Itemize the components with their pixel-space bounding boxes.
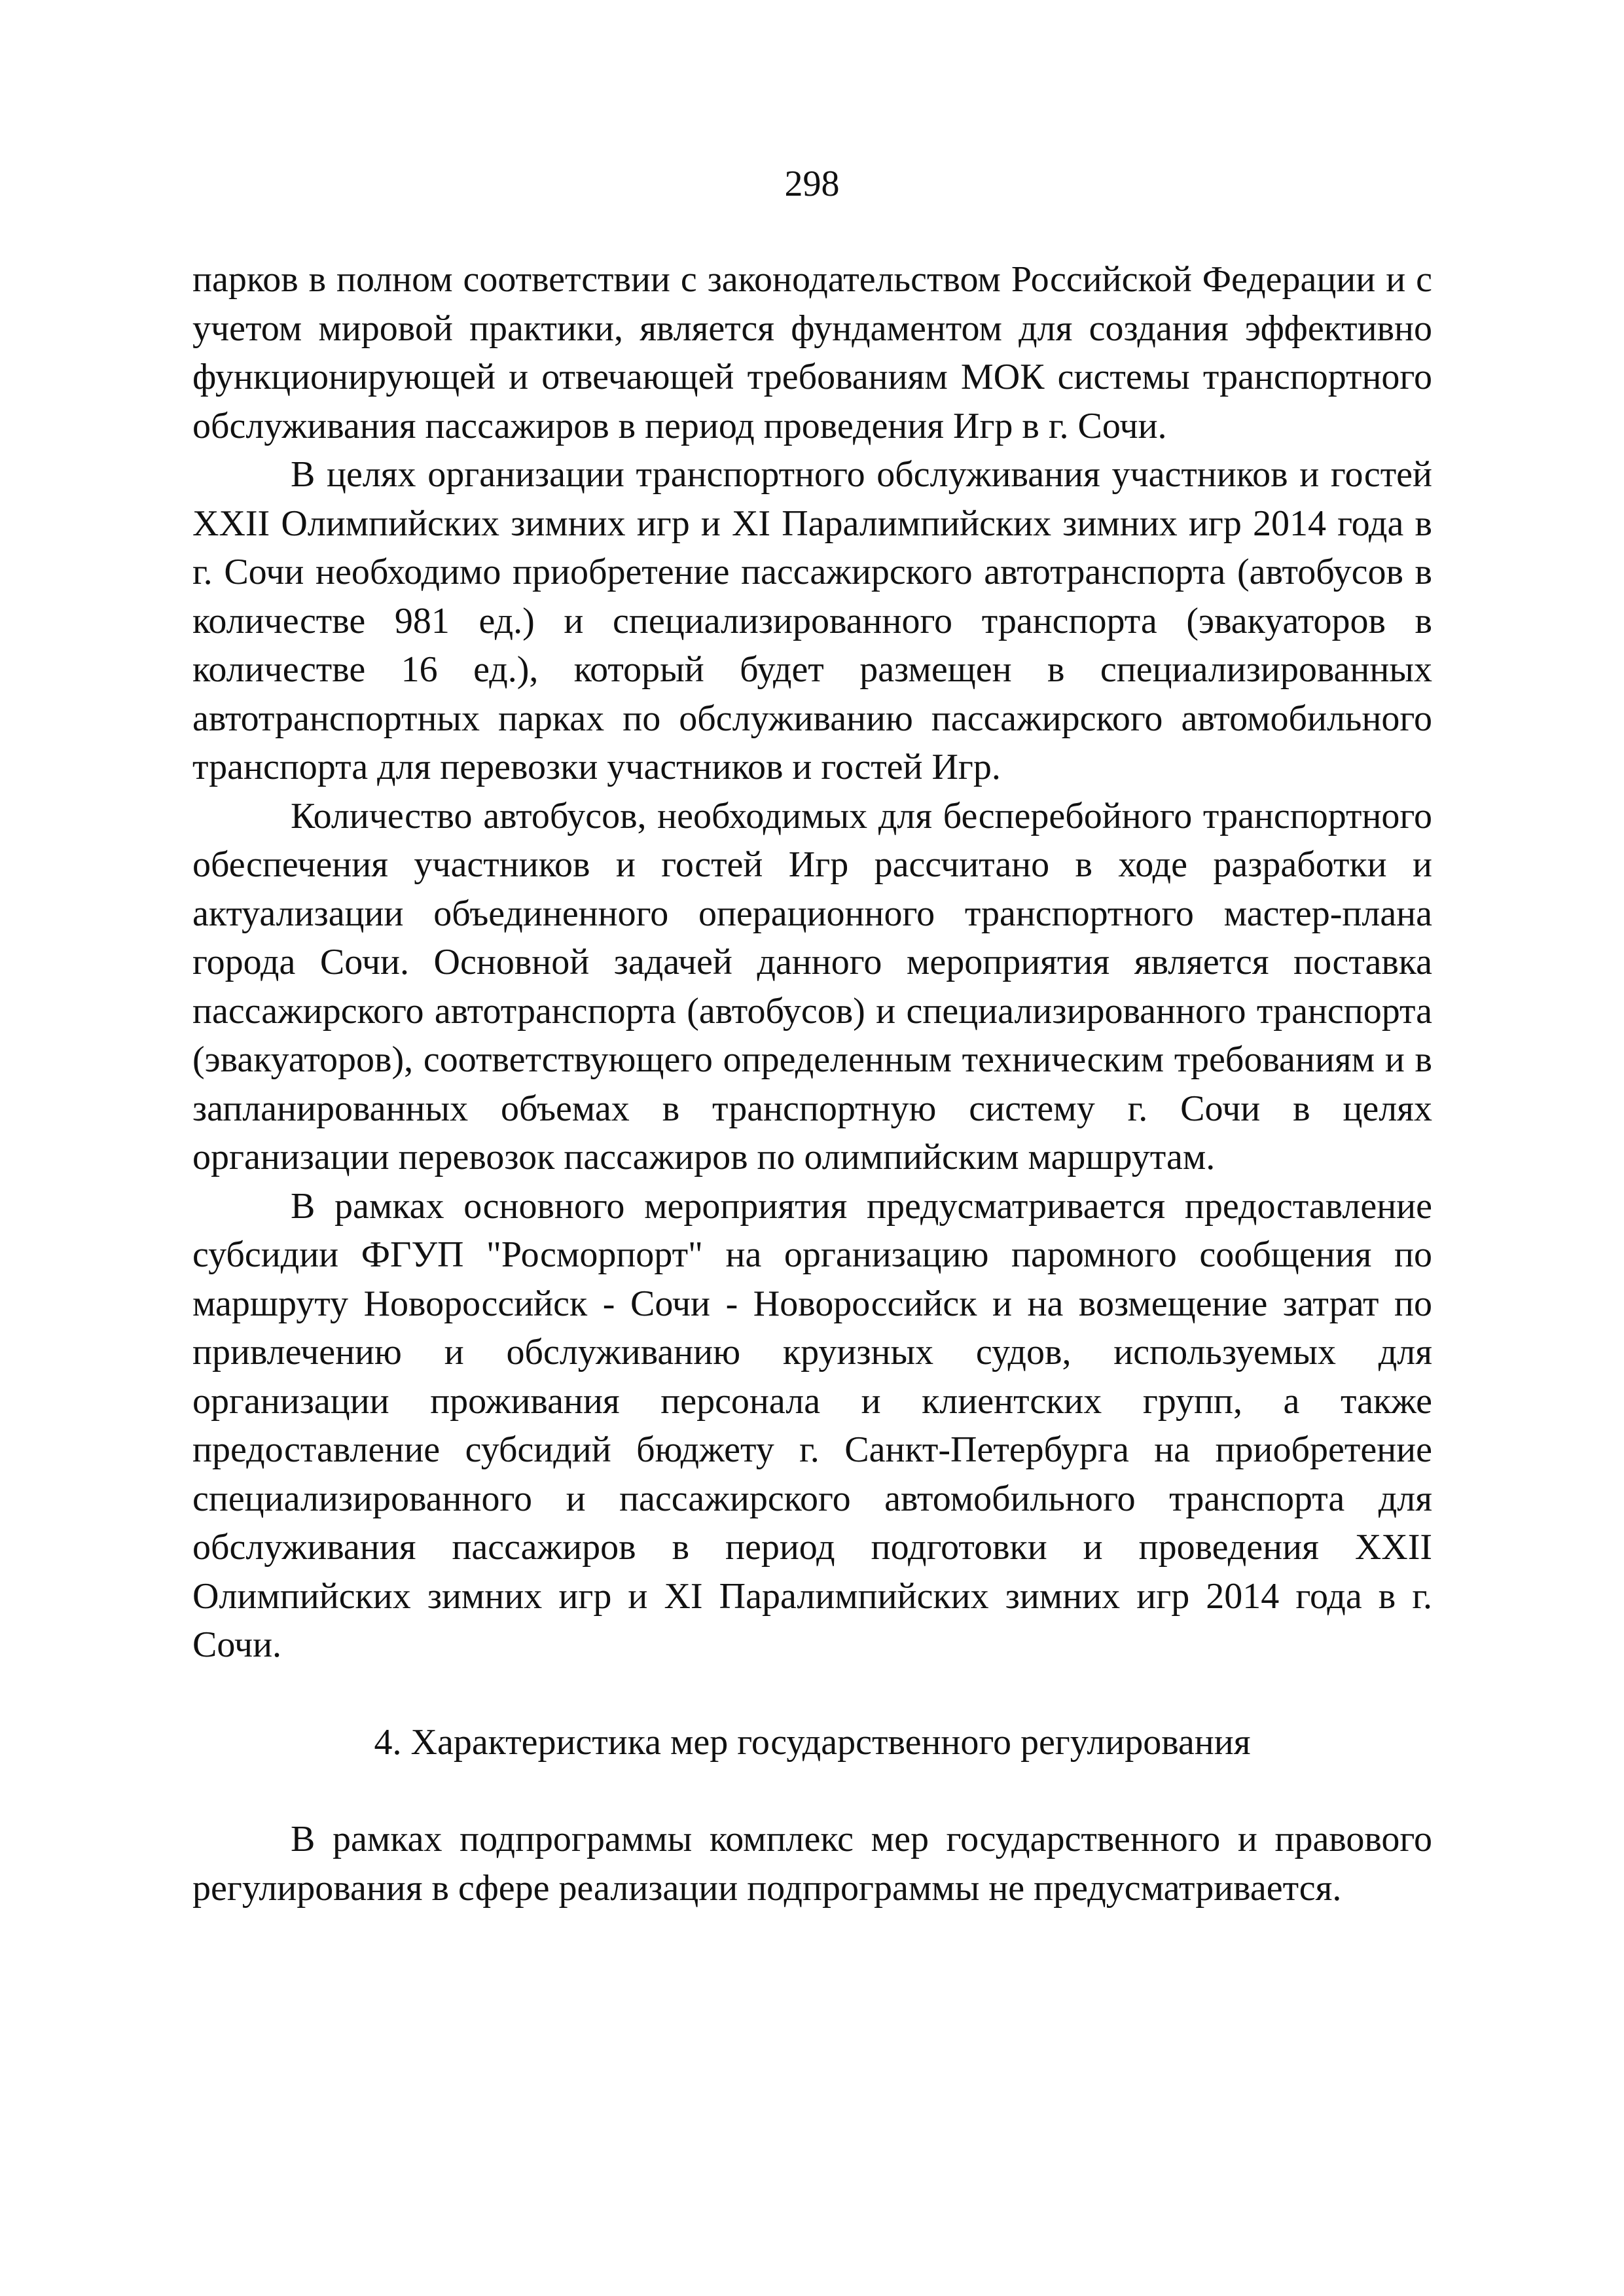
section-heading: 4. Характеристика мер государственного регулирования	[374, 1721, 1251, 1763]
paragraph-regulation: В рамках подпрограммы комплекс мер государственного и правового регулирования в сфере реализации подпрограммы не предусматривается.	[192, 1819, 1432, 1909]
paragraph-continuation: парков в полном соответствии с законодательством Российской Федерации и с учетом мировой практики, является фундаментом для создания эффективно функционирующей и отвечающей требованиям МОК системы транспортного обслуживания пассажиров в период проведения Игр в г. Сочи.	[192, 259, 1432, 446]
paragraph-bus-quantity: Количество автобусов, необходимых для бесперебойного транспортного обеспечения участников и гостей Игр рассчитано в ходе разработки и актуализации объединенного операционного транспортного мастер-плана города Сочи. Основной задачей данного мероприятия является поставка пассажирского автотранспорта (автобусов) и специализированного транспорта (эвакуаторов), соответствующего определенным техническим требованиям и в запланированных объемах в транспортную систему г. Сочи в целях организации перевозок пассажиров по олимпийским маршрутам.	[192, 795, 1432, 1177]
paragraph-transport-service: В целях организации транспортного обслуживания участников и гостей XXII Олимпийских зимних игр и XI Паралимпийских зимних игр 2014 года в г. Сочи необходимо приобретение пассажирского автотранспорта (автобусов в количестве 981 ед.) и специализированного транспорта (эвакуаторов в количестве 16 ед.), который будет размещен в специализированных автотранспортных парках по обслуживанию пассажирского автомобильного транспорта для перевозки участников и гостей Игр.	[192, 454, 1432, 787]
paragraph-subsidies: В рамках основного мероприятия предусматривается предоставление субсидии ФГУП "Росморпорт" на организацию паромного сообщения по маршруту Новороссийск - Сочи - Новороссийск и на возмещение затрат по привлечению и обслуживанию круизных судов, используемых для организации проживания персонала и клиентских групп, а также предоставление субсидий бюджету г. Санкт-Петербурга на приобретение специализированного и пассажирского автомобильного транспорта для обслуживания пассажиров в период подготовки и проведения XXII Олимпийских зимних игр и XI Паралимпийских зимних игр 2014 года в г. Сочи.	[192, 1185, 1432, 1665]
body-text	[192, 255, 1432, 1912]
page-number: 298	[784, 164, 840, 204]
